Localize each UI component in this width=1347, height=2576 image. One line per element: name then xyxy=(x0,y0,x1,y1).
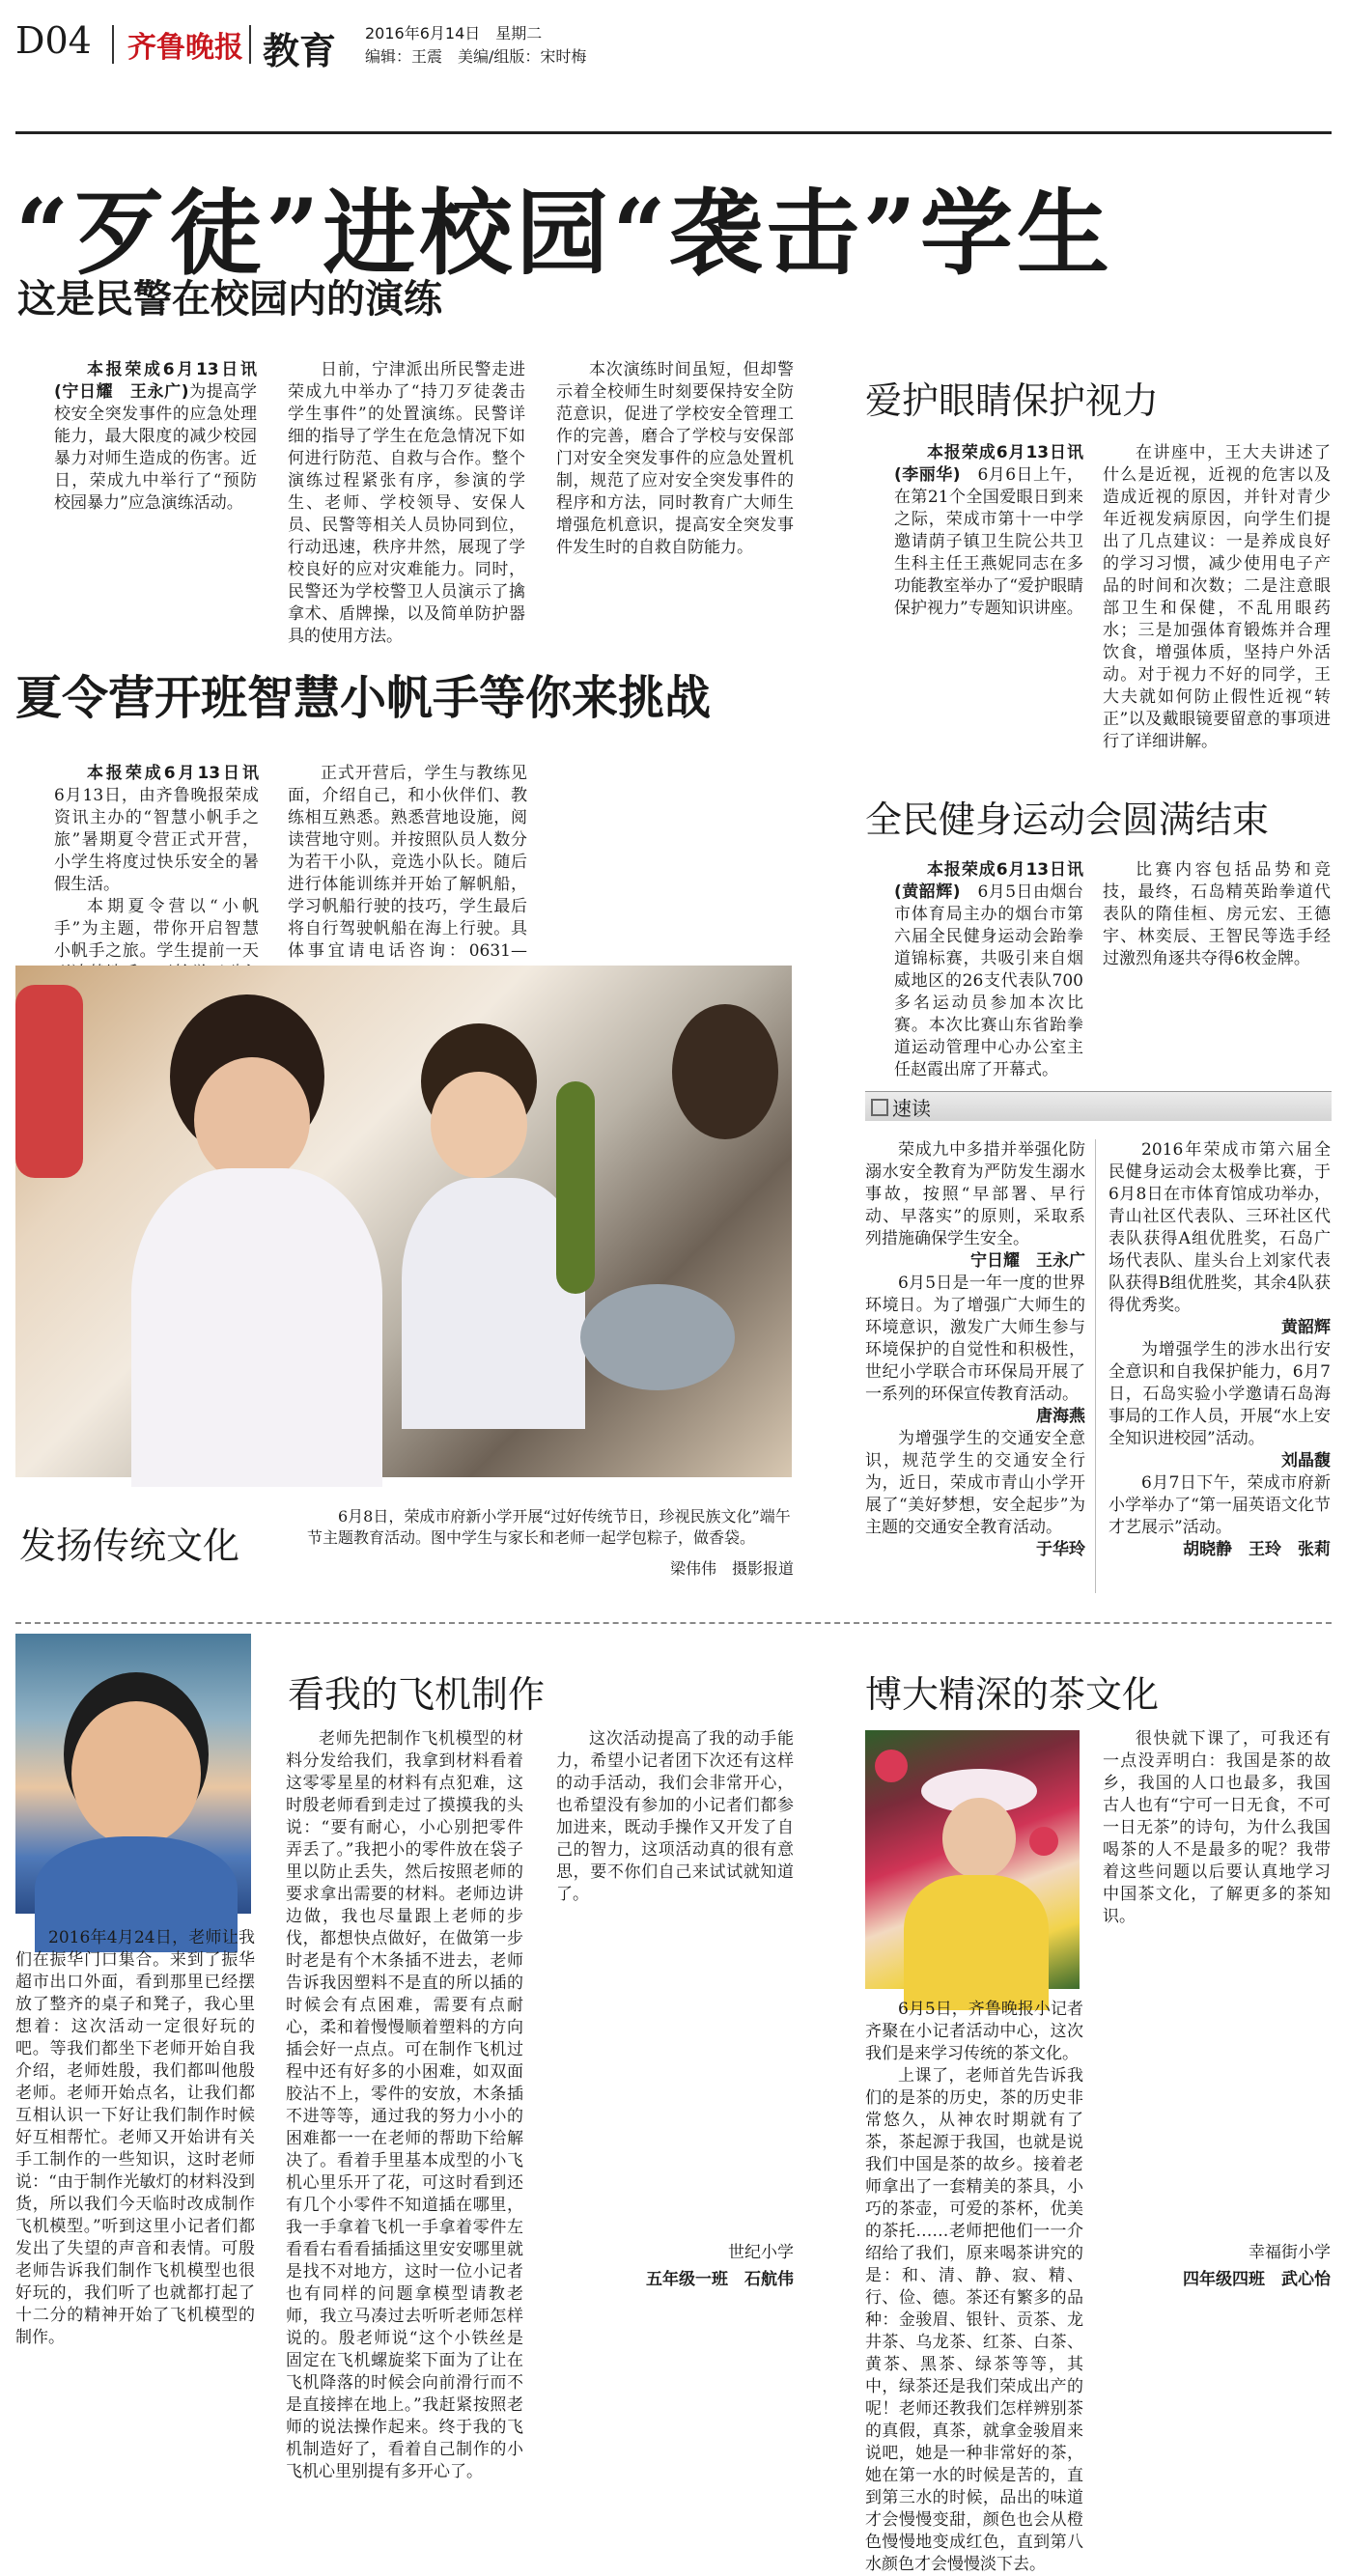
tea-para-1: 6月5日，齐鲁晚报小记者齐聚在小记者活动中心，这次我们是来学习传统的茶文化。 xyxy=(865,2000,1083,2063)
plane-para-1: 2016年4月24日，老师让我们在振华门口集合。来到了振华超市出口外面，看到那里已经摆放了整齐的桌子和凳子，我心里想着：这次活动一定很好玩的吧。等我们都坐下老师开始自我介绍，老师姓殷，我们都叫他殷老师。老师开始点名，让我们都互相认识一下好让我们制作时候好互相帮忙。老师又开始讲有关手工制作的一些知识，这时老师说：“由于制作光敏灯的材料没到货，所以我们今天临时改成制作飞机模型。”听到这里小记者们都发出了失望的声音和表情。可殷老师告诉我们制作飞机模型也很好玩的，我们听了也就都打起了十二分的精神开始了飞机模型的制作。 xyxy=(15,1928,255,2347)
lead-col-2 xyxy=(288,359,525,646)
page-number: D04 xyxy=(15,19,92,62)
brief-3-author: 于华玲 xyxy=(1036,1540,1085,1559)
fitness-col-2 xyxy=(1103,859,1331,1064)
book-icon xyxy=(871,1099,888,1116)
lead-col-1 xyxy=(54,359,257,587)
tea-col-1 xyxy=(865,1999,1083,2574)
plane-para-3: 这次活动提高了我的动手能力，希望小记者团下次还有这样的动手活动，我们会非常开心，也希望没有参加的小记者们都参加进来，既动手操作又开发了自己的智力，这项活动真的很有意思，要不你们自己来试试就知道了。 xyxy=(556,1729,794,1904)
tea-para-2: 上课了，老师首先告诉我们的是茶的历史，茶的历史非常悠久，从神农时期就有了茶，茶起源于我国，也就是说我们中国是茶的故乡。接着老师拿出了一套精美的茶具，小巧的茶壶，可爱的茶杯，优美的茶托……老师把他们一一介绍给了我们，原来喝茶讲究的是：和、清、静、寂、精、行、俭、德。茶还有繁多的品种：金骏眉、银针、贡茶、龙井茶、乌龙茶、红茶、白茶、黄茶、黑茶、绿茶等等，其中，绿茶还是我们荣成出产的呢！老师还教我们怎样辨别茶的真假，真茶，就拿金骏眉来说吧，她是一种非常好的茶，她在第一水的时候是苦的，直到第三水的时候，品出的味道才会慢慢变甜，颜色也会从橙色慢慢地变成红色，直到第八水颜色才会慢慢淡下去。 xyxy=(865,2066,1083,2574)
photo-caption-heading: 发扬传统文化 xyxy=(19,1525,240,1567)
tea-headline: 博大精深的茶文化 xyxy=(865,1673,1160,1716)
camp-para-2: 本期夏令营以“小帆手”为主题，带你开启智慧小帆手之旅。学生提前一天 xyxy=(54,897,259,961)
brief-2: 6月5日是一年一度的世界环境日。为了增强广大师生的环境意识，激发广大师生参与环境保护的自觉性和积极性，世纪小学联合市环保局开展了一系列的环保宣传教育活动。 xyxy=(865,1274,1085,1404)
brief-4: 2016年荣成市第六届全民健身运动会太极拳比赛，于6月8日在市体育馆成功举办，青山社区代表队、三环社区代表队获得A组优胜奖，石岛广场代表队、崖头台上刘家代表队获得B组优胜奖，其余4队获得优秀奖。 xyxy=(1108,1140,1331,1315)
boy-portrait-photo xyxy=(15,1634,251,1914)
briefs-bar xyxy=(865,1091,1332,1121)
briefs-col-2 xyxy=(1108,1139,1331,1593)
brief-6-author: 胡晓静 王玲 张莉 xyxy=(1183,1540,1331,1559)
plane-author-school: 世纪小学 xyxy=(728,2243,794,2262)
tea-author-school: 幸福街小学 xyxy=(1249,2243,1331,2262)
brief-2-author: 唐海燕 xyxy=(1036,1407,1085,1426)
eyes-para-2: 在讲座中，王大夫讲述了什么是近视，近视的危害以及造成近视的原因，并针对青少年近视发病原因，向学生们提出了几点建议：一是养成良好的学习习惯，减少使用电子产品的时间和次数；二是注意眼部卫生和保健，不乱用眼药水；三是加强体育锻炼并合理饮食，增强体质，坚持户外活动。对于视力不好的同学，王大夫就如何防止假性近视“转正”以及戴眼镜要留意的事项进行了详细讲解。 xyxy=(1103,443,1331,751)
camp-col-2 xyxy=(288,763,527,961)
brief-4-author: 黄韶辉 xyxy=(1281,1318,1331,1337)
tea-col-2 xyxy=(1103,1728,1331,2230)
brief-1-author: 宁日耀 王永广 xyxy=(970,1251,1085,1271)
camp-para-3: 正式开营后，学生与教练见面，介绍自己，和小伙伴们、教练相互熟悉。熟悉营地设施，阅读营地守则。并按照队员人数分为若干小队，竞选小队长。随后进行体能训练并开始了解帆船，学习帆船行驶的技巧，学生最后将自行驾驶帆船在海上行驶。具体事宜请电话咨询：0631— xyxy=(288,764,527,961)
header-rule xyxy=(15,131,1332,134)
briefs-label: 速读 xyxy=(892,1097,931,1120)
dragon-boat-festival-photo xyxy=(15,966,792,1477)
lead-para-3: 本次演练时间虽短，但却警示着全校师生时刻要保持安全防范意识，促进了学校安全管理工作的完善，磨合了学校与安保部门对安全突发事件的应急处置机制，规范了应对安全突发事件的程序和方法，同时教育广大师生增强危机意识，提高安全突发事件发生时的自救自防能力。 xyxy=(556,360,794,557)
fitness-dateline: 本报荣成6月13日讯(黄韶辉) xyxy=(894,860,1083,902)
fitness-col-1 xyxy=(894,859,1083,1079)
eyes-dateline: 本报荣成6月13日讯(李丽华) xyxy=(894,443,1083,485)
plane-author: 五年级一班 石航伟 xyxy=(646,2270,794,2289)
editor-credits: 编辑：王震 美编/组版：宋时梅 xyxy=(365,47,587,66)
girl-with-flowers-photo xyxy=(865,1730,1080,1989)
lead-subheadline: 这是民警在校园内的演练 xyxy=(17,277,442,322)
issue-date: 2016年6月14日 星期二 xyxy=(365,24,543,42)
tea-author: 四年级四班 武心怡 xyxy=(1183,2270,1331,2289)
plane-col-2 xyxy=(286,1728,523,2481)
plane-para-2: 老师先把制作飞机模型的材料分发给我们，我拿到材料看着这零零星星的材料有点犯难，这时殷老师看到走过了摸摸我的头说：“要有耐心，小心别把零件弄丢了。”我把小的零件放在袋子里以防止丢失，然后按照老师的要求拿出需要的材料。老师边讲边做，我也尽量跟上老师的步伐，都想快点做好，在做第一步时老是有个木条插不进去，老师告诉我因塑料不是直的所以插的时候会有点困难，需要有点耐心，柔和着慢慢顺着塑料的方向插会好一点点。可在制作飞机过程中还有好多的小困难，如双面胶沾不上，零件的安放，木条插不进等等，通过我的努力小小的困难都一一在老师的帮助下给解决了。看着手里基本成型的小飞机心里乐开了花，可这时看到还有几个小零件不知道插在哪里，我一手拿着飞机一手拿着零件左看看右看看插插这里安安哪里就是找不对地方，这时一位小记者也有同样的问题拿模型请教老师，我立马凑过去听听老师怎样说的。殷老师说“这个小铁丝是固定在飞机螺旋桨下面为了让在飞机降落的时候会向前滑行而不是直接摔在地上。”我赶紧按照老师的说法操作起来。终于我的飞机制造好了，看着自己制作的小飞机心里别提有多开心了。 xyxy=(286,1729,523,2481)
camp-dateline: 本报荣成6月13日讯 xyxy=(87,764,259,783)
tea-para-3: 很快就下课了，可我还有一点没弄明白：我国是茶的故乡，我国的人口也最多，我国古人也有“宁可一日无食，不可一日无茶”的诗句，为什么我国喝茶的人不是最多的呢？我带着这些问题以后要认真地学习中国茶文化，了解更多的茶知识。 xyxy=(1103,1729,1331,1926)
camp-col-1 xyxy=(54,763,259,961)
fitness-para-1: 6月5日由烟台市体育局主办的烟台市第六届全民健身运动会跆拳道锦标赛，共吸引来自烟威地区的26支代表队700多名运动员参加本次比赛。本次比赛山东省跆拳道运动管理中心办公室主任赵霞出席了开幕式。 xyxy=(894,882,1083,1079)
eyes-para-1: 6月6日上午，在第21个全国爱眼日到来之际，荣成市第十一中学邀请荫子镇卫生院公共卫生科主任王燕妮同志在多功能教室举办了“爱护眼睛 保护视力”专题知识讲座。 xyxy=(894,465,1100,618)
brief-5: 为增强学生的涉水出行安全意识和自我保护能力，6月7日，石岛实验小学邀请石岛海事局的工作人员，开展“水上安全知识进校园”活动。 xyxy=(1108,1340,1331,1448)
lead-para-2: 日前，宁津派出所民警走进荣成九中举办了“持刀歹徒袭击学生事件”的处置演练。民警详细的指导了学生在危急情况下如何进行防范、自救与合作。整个演练过程紧张有序，参演的学生、老师、学校领导、安保人员、民警等相关人员协同到位，行动迅速，秩序井然，展现了学校良好的应对灾难能力。同时，民警还为学校警卫人员演示了擒拿术、盾牌操，以及简单防护器具的使用方法。 xyxy=(288,360,525,646)
camp-para-1: 6月13日，由齐鲁晚报荣成资讯主办的“智慧小帆手之旅”暑期夏令营正式开营，小学生将度过快乐安全的暑假生活。 xyxy=(54,786,259,894)
brief-6: 6月7日下午，荣成市府新小学举办了“第一届英语文化节才艺展示”活动。 xyxy=(1108,1473,1331,1537)
lead-headline: “歹徒”进校园“袭击”学生 xyxy=(15,179,1113,288)
header-divider xyxy=(249,25,251,64)
photo-caption-text: 6月8日，荣成市府新小学开展“过好传统节日，珍视民族文化”端午节主题教育活动。图中学生与家长和老师一起学包粽子，做香袋。 xyxy=(307,1507,791,1547)
eyes-headline: 爱护眼睛保护视力 xyxy=(865,379,1160,422)
eyes-col-2 xyxy=(1103,442,1331,751)
briefs-column-divider xyxy=(1095,1139,1096,1593)
fitness-headline: 全民健身运动会圆满结束 xyxy=(865,798,1270,841)
briefs-col-1 xyxy=(865,1139,1085,1593)
brief-5-author: 刘晶馥 xyxy=(1281,1451,1331,1470)
lead-col-3 xyxy=(556,359,794,587)
plane-col-1 xyxy=(15,1927,255,2347)
header-divider xyxy=(112,25,114,64)
fitness-para-2: 比赛内容包括品势和竞技，最终，石岛精英跆拳道代表队的隋佳桓、房元宏、王德宇、林奕辰、王智民等选手经过激烈角逐共夺得6枚金牌。 xyxy=(1103,860,1331,968)
paper-logo: 齐鲁晚报 xyxy=(127,31,243,65)
brief-1: 荣成九中多措并举强化防溺水安全教育为严防发生溺水事故，按照“早部署、早行动、早落实”的原则，采取系列措施确保学生安全。 xyxy=(865,1140,1085,1248)
plane-col-3 xyxy=(556,1728,794,2230)
section-dashed-rule xyxy=(15,1622,1332,1624)
brief-3: 为增强学生的交通安全意识，规范学生的交通安全行为，近日，荣成市青山小学开展了“美好梦想，安全起步”为主题的交通安全教育活动。 xyxy=(865,1429,1085,1537)
photo-credit: 梁伟伟 摄影报道 xyxy=(669,1559,794,1578)
eyes-col-1 xyxy=(894,442,1100,713)
section-title: 教育 xyxy=(263,29,337,72)
plane-headline: 看我的飞机制作 xyxy=(288,1673,546,1716)
camp-headline: 夏令营开班智慧小帆手等你来挑战 xyxy=(15,671,712,725)
lead-para-1: 为提高学校安全突发事件的应急处理能力，最大限度的减少校园暴力对师生造成的伤害。近日，荣成九中举行了“预防校园暴力”应急演练活动。 xyxy=(54,382,257,513)
lead-dateline: 本报荣成6月13日讯(宁日耀 王永广) xyxy=(54,360,257,402)
